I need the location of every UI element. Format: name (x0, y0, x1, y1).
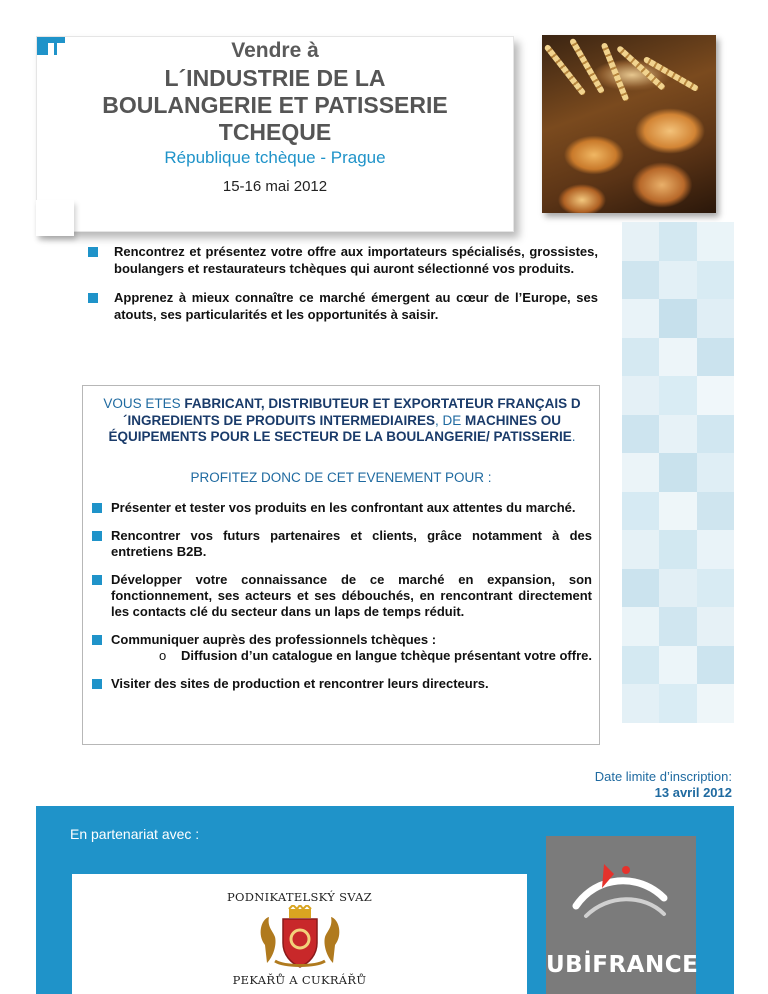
title-line-3: TCHEQUE (218, 119, 332, 145)
list-item: Communiquer auprès des professionnels tchèques : o Diffusion d’un catalogue en langue tchèque présentant votre offre. (92, 632, 592, 664)
offer-box (82, 385, 600, 745)
event-dates: 15-16 mai 2012 (222, 178, 328, 195)
ubifrance-swoosh-icon (546, 844, 696, 944)
intro-bullets (88, 244, 598, 336)
bullet-square-icon (92, 635, 102, 645)
list-item: Visiter des sites de production et rencontrer leurs directeurs. (92, 676, 592, 692)
offer-benefits-list (92, 500, 592, 704)
partner-logo-box (72, 874, 527, 994)
partner-label: En partenariat avec : (70, 826, 200, 842)
title-line-2: BOULANGERIE ET PATISSERIE (102, 92, 448, 118)
bullet-square-icon (92, 575, 102, 585)
deadline-label: Date limite d’inscription: (594, 769, 732, 784)
list-item: Présenter et tester vos produits en les confrontant aux attentes du marché. (92, 500, 592, 516)
deadline-date: 13 avril 2012 (654, 785, 732, 800)
card-tab-decoration (36, 200, 74, 236)
bullet-square-icon (92, 503, 102, 513)
bakers-union-crest-icon (255, 905, 345, 971)
partner-name-top: PODNIKATELSKÝ SVAZ (226, 890, 372, 904)
title-prefix: Vendre à (231, 39, 319, 62)
page-title (37, 65, 513, 146)
title-card (36, 36, 514, 232)
title-line-1: L´INDUSTRIE DE LA (164, 65, 386, 91)
bullet-square-icon (92, 531, 102, 541)
bread-photo (542, 35, 716, 213)
offer-heading: VOUS ETES FABRICANT, DISTRIBUTEUR ET EXPORTATEUR FRANÇAIS D´INGREDIENTS DE PRODUITS INTERMEDIAIRES, DE MACHINES OU ÉQUIPEMENTS POUR LE SECTEUR DE LA BOULANGERIE/ PATISSERIE. (103, 396, 581, 444)
offer-call-to-action: PROFITEZ DONC DE CET EVENEMENT POUR : (190, 470, 492, 485)
list-item: Développer votre connaissance de ce marché en expansion, son fonctionnement, ses acteurs et ses débouchés, en rencontrant directement les contacts clé du secteur dans un laps de temps réduit. (92, 572, 592, 620)
list-item: Rencontrez et présentez votre offre aux importateurs spécialisés, grossistes, boulangers et restaurateurs tchèques qui auront sélectionné vos produits. (88, 244, 598, 277)
event-place: République tchèque - Prague (164, 148, 386, 167)
sub-bullet-marker: o (159, 648, 167, 663)
list-item: Apprenez à mieux connaître ce marché émergent au cœur de l’Europe, ses atouts, ses particularités et les opportunités à saisir. (88, 290, 598, 323)
ubifrance-wordmark: UBİFRANCE (546, 952, 699, 978)
list-item: Rencontrer vos futurs partenaires et clients, grâce notamment à des entretiens B2B. (92, 528, 592, 560)
bullet-square-icon (88, 247, 98, 257)
partner-name-bottom: PEKAŘŮ A CUKRÁŘŮ (232, 973, 367, 987)
sub-list-item: o Diffusion d’un catalogue en langue tchèque présentant votre offre. (159, 648, 592, 663)
bullet-square-icon (88, 293, 98, 303)
partner-footer (36, 806, 734, 994)
registration-deadline (595, 769, 732, 801)
ubifrance-logo (546, 836, 699, 994)
decorative-mosaic (622, 222, 734, 722)
bullet-square-icon (92, 679, 102, 689)
